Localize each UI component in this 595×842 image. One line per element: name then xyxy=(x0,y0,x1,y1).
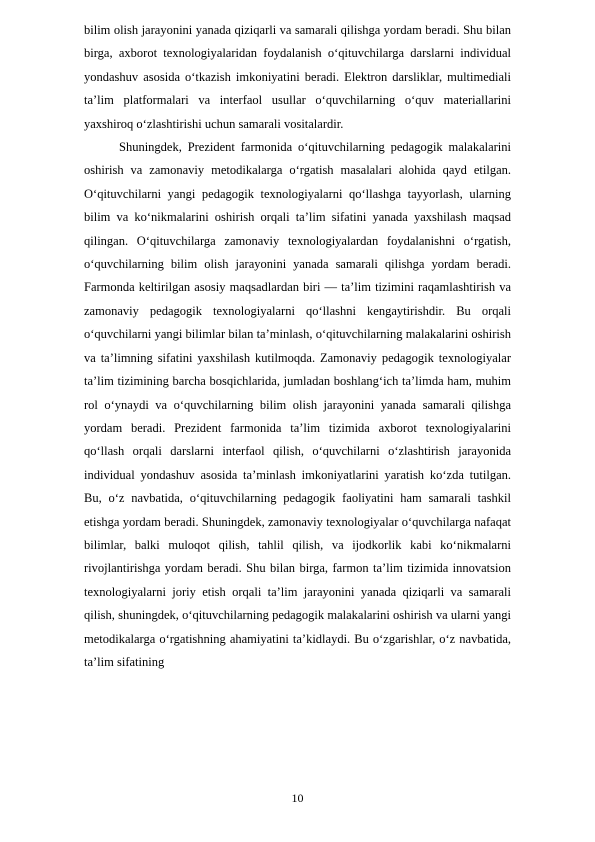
body-text xyxy=(84,19,511,674)
page-number: 10 xyxy=(291,791,304,805)
paragraph-continued: bilim olish jarayonini yanada qiziqarli va samarali qilishga yordam beradi. Shu bilan birga, axborot texnologiyalaridan foydalanish o‘qituvchilarga darslarni individual yondashuv asosida o‘tkazish imkoniyatini beradi. Elektron darsliklar, multimediali ta’lim platformalari va interfaol usullar o‘quvchilarning o‘quv materiallarini yaxshiroq o‘zlashtirishi uchun samarali vositalardir. xyxy=(84,23,511,131)
paragraph-presidential-decree: Shuningdek, Prezident farmonida o‘qituvchilarning pedagogik malakalarini oshirish va zamonaviy metodikalarga o‘rgatish masalalari alohida qayd etilgan. O‘qituvchilarni yangi pedagogik texnologiyalarni qo‘llashga tayyorlash, ularning bilim va ko‘nikmalarini oshirish orqali ta’lim sifatini yanada yaxshilash maqsad qilingan. O‘qituvchilarga zamonaviy texnologiyalardan foydalanishni o‘rgatish, o‘quvchilarning bilim olish jarayonini yanada samarali qilishga yordam beradi. Farmonda keltirilgan asosiy maqsadlardan biri — ta’lim tizimini raqamlashtirish va zamonaviy pedagogik texnologiyalarni qo‘llashni kengaytirishdir. Bu orqali o‘quvchilarni yangi bilimlar bilan ta’minlash, o‘qituvchilarning malakalarini oshirish va ta’limning sifatini yaxshilash kutilmoqda. Zamonaviy pedagogik texnologiyalar ta’lim tizimining barcha bosqichlarida, jumladan boshlang‘ich ta’limda ham, muhim rol o‘ynaydi va o‘quvchilarning bilim olish jarayonini yanada samarali qilishga yordam beradi. Prezident farmonida ta’lim tizimida axborot texnologiyalarini qo‘llash orqali darslarni interfaol qilish, o‘quvchilarni o‘zlashtirish jarayonida individual yondashuv asosida ta’minlash imkoniyatlarini yaratish ko‘zda tutilgan. Bu, o‘z navbatida, o‘qituvchilarning pedagogik faoliyatini ham samarali tashkil etishga yordam beradi. Shuningdek, zamonaviy texnologiyalar o‘quvchilarga nafaqat bilimlar, balki muloqot qilish, tahlil qilish, va ijodkorlik kabi ko‘nikmalarni rivojlantirishga yordam beradi. Shu bilan birga, farmon ta’lim tizimida innovatsion texnologiyalarni joriy etish orqali ta’lim jarayonini yanada qiziqarli va samarali qilish, shuningdek, o‘qituvchilarning pedagogik malakalarini oshirish va ularni yangi metodikalarga o‘rgatishning ahamiyatini ta’kidlaydi. Bu o‘zgarishlar, o‘z navbatida, ta’lim sifatining xyxy=(84,140,511,669)
